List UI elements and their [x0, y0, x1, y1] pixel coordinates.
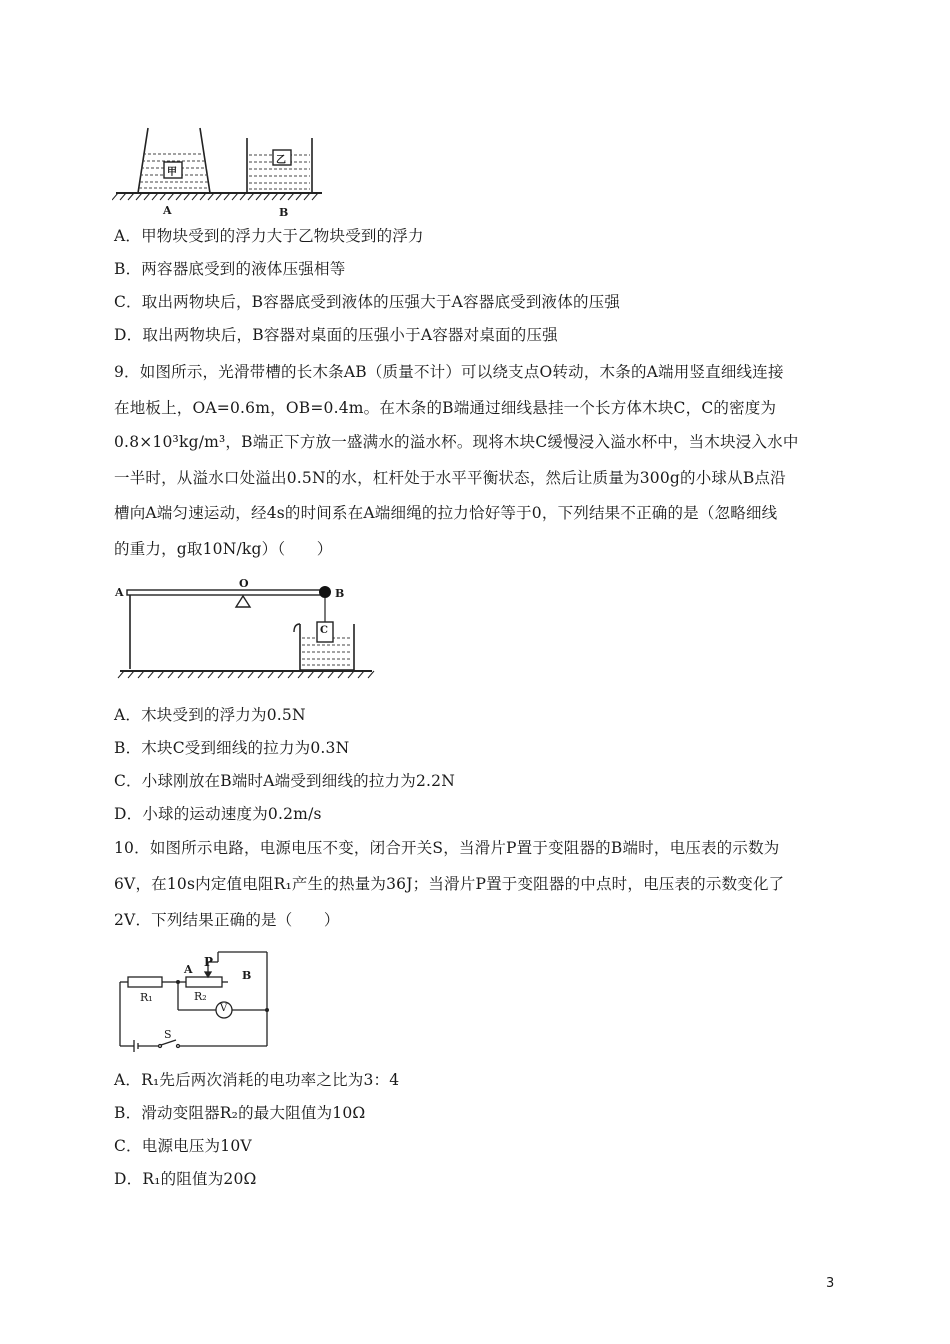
q10-stem-line-1: 10．如图所示电路，电源电压不变，闭合开关S，当滑片P置于变阻器的B端时，电压表的示数为: [114, 839, 780, 857]
circuit-label-a: A: [184, 963, 193, 976]
container-a-label: A: [163, 204, 172, 217]
q9-option-c: C．小球刚放在B端时A端受到细线的拉力为2.2N: [114, 772, 455, 790]
lever-label-c: C: [320, 625, 328, 636]
block-a-label: 甲: [167, 167, 177, 178]
q10-option-d: D．R₁的阻值为20Ω: [114, 1170, 257, 1188]
circuit-label-r2: R₂: [194, 990, 207, 1003]
q9-stem-line-6: 的重力，g取10N/kg）（ ）: [114, 540, 333, 558]
lever-label-a: A: [115, 586, 124, 599]
container-b-label: B: [279, 206, 289, 219]
lever-label-o: O: [239, 577, 249, 590]
q9-stem-line-5: 槽向A端匀速运动，经4s的时间系在A端细绳的拉力恰好等于0，下列结果不正确的是（忽略细线: [114, 504, 778, 522]
q9-option-a: A．木块受到的浮力为0.5N: [114, 706, 306, 724]
q10-option-a: A．R₁先后两次消耗的电功率之比为3：4: [114, 1071, 400, 1089]
q9-stem-line-3: 0.8×10³kg/m³，B端正下方放一盛满水的溢水杯。现将木块C缓慢浸入溢水杯中，当木块浸入水中: [114, 433, 799, 451]
q8-option-d: D．取出两物块后，B容器对桌面的压强小于A容器对桌面的压强: [114, 326, 558, 344]
q10-option-b: B．滑动变阻器R₂的最大阻值为10Ω: [114, 1104, 366, 1122]
q10-stem-line-2: 6V，在10s内定值电阻R₁产生的热量为36J；当滑片P置于变阻器的中点时，电压表的示数变化了: [114, 875, 785, 893]
page-number: 3: [826, 1276, 835, 1291]
q9-stem-line-1: 9．如图所示，光滑带槽的长木条AB（质量不计）可以绕支点O转动，木条的A端用竖直细线连接: [114, 363, 784, 381]
circuit-label-s: S: [164, 1028, 172, 1041]
circuit-label-p: P: [204, 955, 214, 969]
lever-label-b: B: [335, 587, 345, 600]
q9-option-b: B．木块C受到细线的拉力为0.3N: [114, 739, 350, 757]
q10-option-c: C．电源电压为10V: [114, 1137, 252, 1155]
q9-stem-line-4: 一半时，从溢水口处溢出0.5N的水，杠杆处于水平平衡状态，然后让质量为300g的小球从B点沿: [114, 469, 786, 487]
figure-containers: [112, 124, 332, 224]
figure-circuit: [112, 948, 274, 1054]
q8-option-a: A．甲物块受到的浮力大于乙物块受到的浮力: [114, 227, 424, 245]
q9-option-d: D．小球的运动速度为0.2m/s: [114, 805, 322, 823]
circuit-label-r1: R₁: [140, 991, 153, 1004]
q8-option-b: B．两容器底受到的液体压强相等: [114, 260, 346, 278]
q10-stem-line-3: 2V．下列结果正确的是（ ）: [114, 911, 340, 929]
q9-stem-line-2: 在地板上，OA=0.6m，OB=0.4m。在木条的B端通过细线悬挂一个长方体木块C，C的密度为: [114, 399, 777, 417]
q8-option-c: C．取出两物块后，B容器底受到液体的压强大于A容器底受到液体的压强: [114, 293, 621, 311]
block-b-label: 乙: [276, 155, 286, 166]
circuit-label-v: V: [220, 1003, 228, 1014]
circuit-label-b: B: [242, 969, 252, 982]
figure-lever: [112, 572, 382, 684]
